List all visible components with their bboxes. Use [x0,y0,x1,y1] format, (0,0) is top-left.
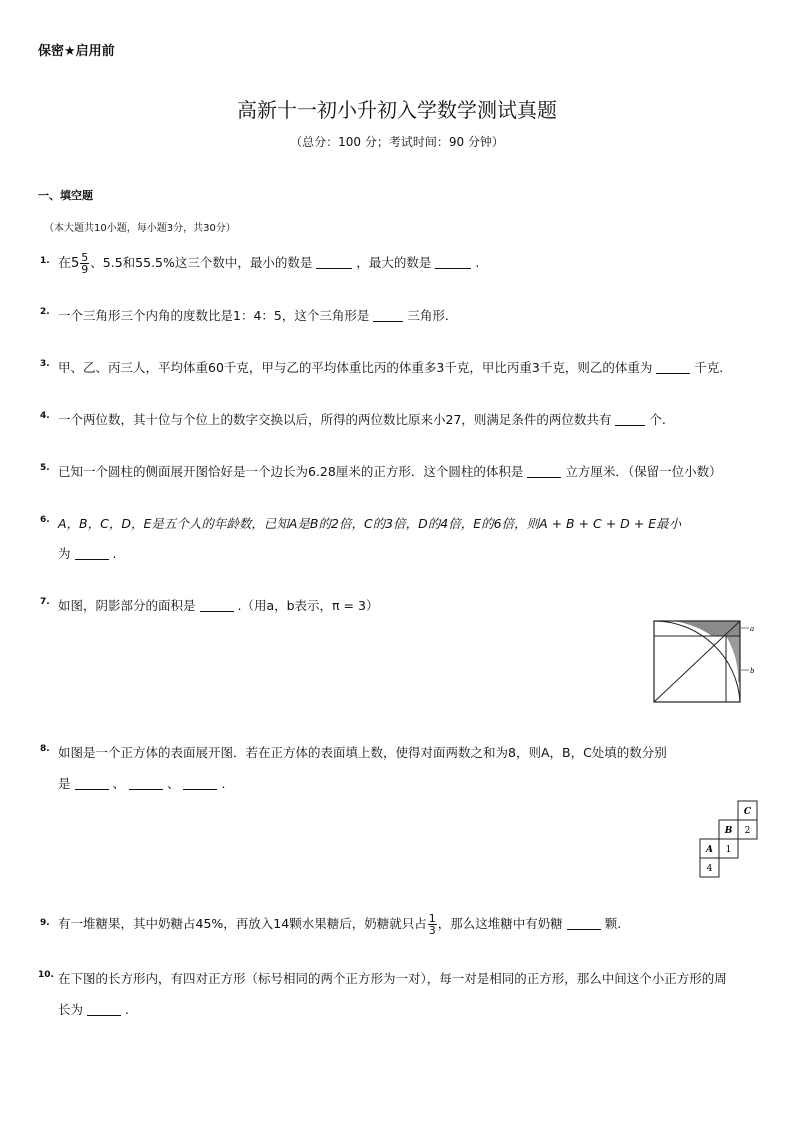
question-2 [58,306,449,324]
question-4 [58,410,666,428]
question-5-text-a: 已知一个圆柱的侧面展开图恰好是一个边长为6.28厘米的正方形．这个圆柱的体积是 [58,464,524,479]
question-8-sep-2: 、 [166,776,180,791]
question-8-text-c: . [221,776,226,791]
question-10-line-1: 在下图的长方形内，有四对正方形（标号相同的两个正方形为一对），每一对是相同的正方形，那么中间这个小正方形的周 [58,971,727,986]
fraction-1-3: $\frac{1}{3}$ [428,912,436,937]
question-7 [58,596,378,614]
answer-blank-8a[interactable] [75,777,109,790]
answer-blank-9[interactable] [567,917,601,930]
answer-blank-4[interactable] [615,413,645,426]
question-6-text-c: . [112,546,117,561]
answer-blank-1b[interactable] [435,256,471,269]
cube-net-figure [696,799,760,879]
question-8-line-1: 如图是一个正方体的表面展开图．若在正方体的表面填上数，使得对面两数之和为8，则A，B，C处填的数分别 [58,745,667,760]
answer-blank-7[interactable] [200,599,234,612]
question-6-line-2 [58,544,116,562]
question-10-text-c: . [124,1002,129,1017]
question-number-9: 9. [40,918,50,928]
cube-net-label-a: A [706,845,713,855]
question-number-1: 1. [40,256,50,266]
question-10-text-b: 长为 [58,1002,84,1017]
question-3-text-a: 甲、乙、丙三人，平均体重60千克，甲与乙的平均体重比丙的体重多3千克，甲比丙重3千克，则乙的体重为 [58,360,653,375]
confidential-label: 保密★启用前 [38,44,115,59]
question-4-text-a: 一个两位数，其十位与个位上的数字交换以后，所得的两位数比原来小27，则满足条件的两位数共有 [58,412,612,427]
question-5 [58,462,722,480]
shaded-strip-right [726,636,740,682]
answer-blank-8b[interactable] [129,777,163,790]
question-1-text-c: ，最大的数是 [356,255,432,270]
question-number-4: 4. [40,411,50,421]
question-2-text-b: 三角形. [407,308,449,323]
question-2-text-a: 一个三角形三个内角的度数比是1：4：5，这个三角形是 [58,308,370,323]
label-a: a [750,625,755,633]
answer-blank-5[interactable] [527,465,561,478]
answer-blank-8c[interactable] [183,777,217,790]
cube-net-label-b: B [724,826,733,836]
question-number-2: 2. [40,307,50,317]
question-5-text-b: 立方厘米．（保留一位小数） [565,464,722,479]
question-6-line-1: A，B，C，D，E是五个人的年龄数，已知A是B的2倍，C的3倍，D的4倍，E的6倍，则A + B + C + D + E最小 [58,516,682,531]
question-6-text-b: 为 [58,546,71,561]
question-10-line-2 [58,1000,129,1018]
cube-net-label-4: 4 [706,864,713,874]
question-number-3: 3. [40,359,50,369]
section-title: 一、填空题 [38,189,93,202]
answer-blank-2[interactable] [373,309,403,322]
question-8-text-b: 是 [58,776,71,791]
question-3-text-b: 千克. [694,360,724,375]
fraction-5-9: $\frac{5}{9}$ [81,251,89,276]
question-7-text-b: .（用a，b表示，π = 3） [237,598,379,613]
question-1 [58,252,479,275]
cube-net-label-1: 1 [725,845,732,855]
question-3 [58,358,723,376]
question-1-text-d: . [475,255,480,270]
question-7-figure [652,618,756,704]
question-number-5: 5. [40,463,50,473]
question-number-10: 10. [38,970,54,980]
question-9 [58,913,621,936]
answer-blank-6[interactable] [75,547,109,560]
answer-blank-3[interactable] [656,361,690,374]
answer-blank-10[interactable] [87,1003,121,1016]
question-8-line-2 [58,774,225,792]
question-8-sep-1: 、 [112,776,125,791]
answer-blank-1a[interactable] [316,256,352,269]
question-9-text-c: 颗. [604,916,622,931]
cube-net-label-2: 2 [744,826,751,836]
cube-net-label-c: C [743,807,752,817]
question-4-text-b: 个. [649,412,666,427]
question-7-text-a: 如图，阴影部分的面积是 [58,598,196,613]
question-number-7: 7. [40,597,50,607]
question-number-8: 8. [40,744,50,754]
question-9-text-a: 有一堆糖果，其中奶糖占45%，再放入14颗水果糖后，奶糖就只占 [58,916,427,931]
label-b: b [750,667,755,675]
question-1-text-b: 、5.5和55.5%这三个数中，最小的数是 [90,255,313,270]
question-number-6: 6. [40,515,50,525]
page-subtitle: （总分：100 分；考试时间：90 分钟） [290,135,504,149]
question-1-text-a: 在5 [58,256,80,271]
section-note: （本大题共10小题，每小题3分，共30分） [44,223,236,234]
page-title: 高新十一初小升初入学数学测试真题 [237,98,557,122]
question-9-text-b: ，那么这堆糖中有奶糖 [437,916,563,931]
